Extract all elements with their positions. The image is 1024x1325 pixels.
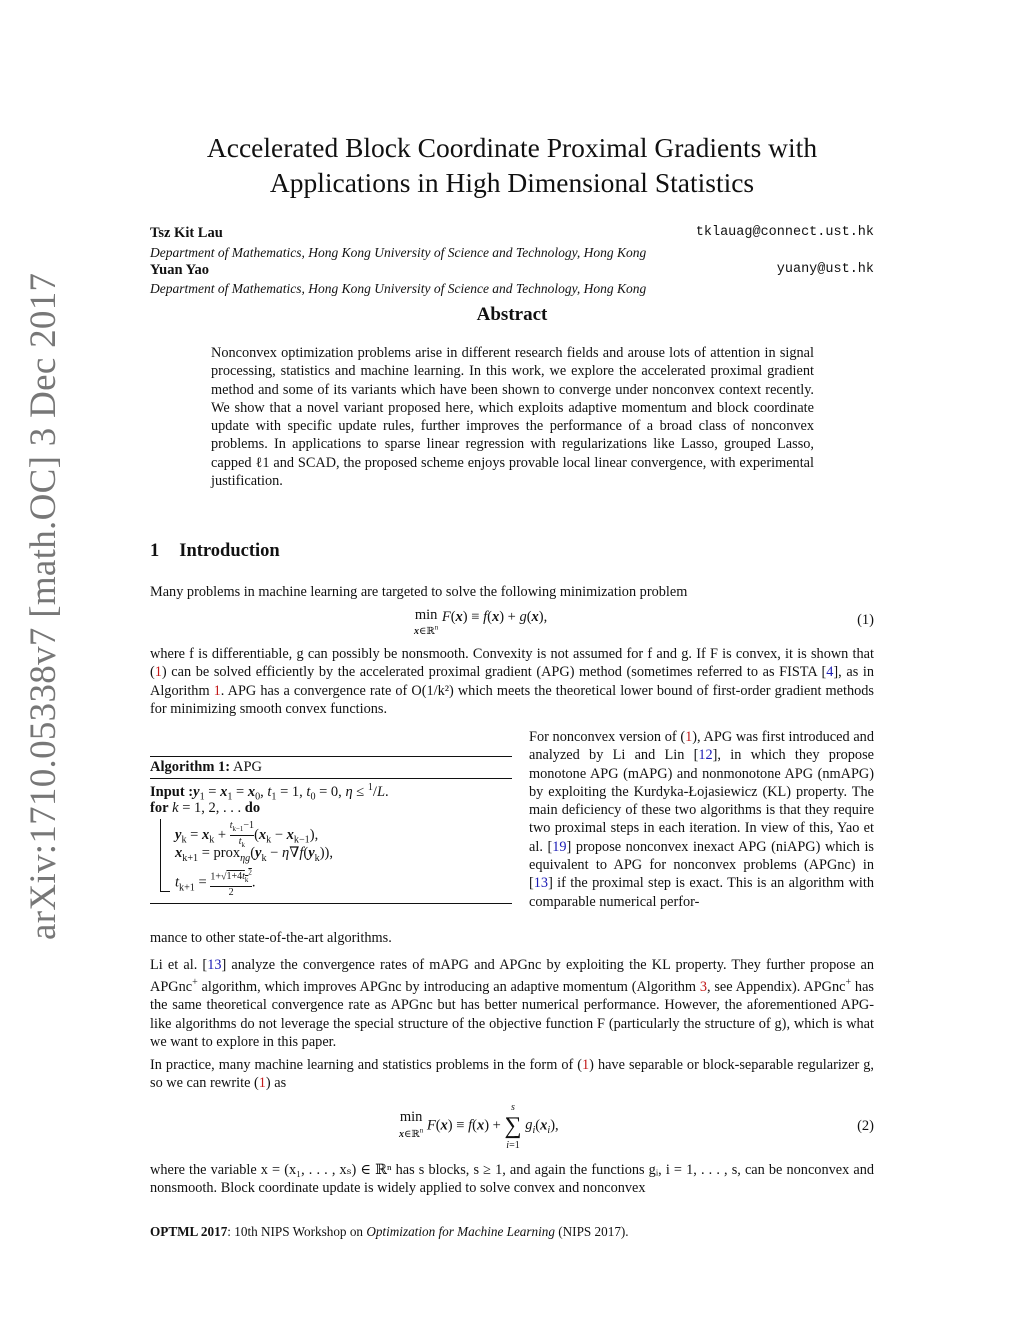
section-heading [150, 541, 280, 562]
paragraph-5: where the variable x = (x₁, . . . , xₛ) ∈ ℝⁿ has s blocks, s ≥ 1, and again the functions gᵢ, i = 1, . . . , s, can be nonconvex and nonsmooth. Block coordinate update is widely applied to solve convex and nonconvex [150, 1162, 874, 1197]
footer-italic: Optimization for Machine Learning [366, 1224, 555, 1239]
p4-text-2: ) have separable or block-separable regularizer g, so we can rewrite ( [150, 1057, 874, 1092]
p4-eq1-link-a[interactable]: 1 [582, 1057, 590, 1073]
author-1 [150, 225, 874, 242]
paper-title [150, 130, 874, 200]
algorithm-for-line: for k = 1, 2, . . . do [150, 800, 261, 816]
author-2-email[interactable]: yuany@ust.hk [776, 262, 874, 277]
equation-2-number: (2) [857, 1118, 874, 1134]
algorithm-for-keyword: for [150, 800, 169, 816]
algorithm-mid-rule [150, 778, 512, 779]
rc-text-0: For nonconvex version of ( [529, 729, 686, 745]
algorithm-step-t: $t_{k+1}$ = $1+√1+4t_k^2$ 2. [175, 869, 256, 899]
p2-text-a: where f is differentiable, g can possibly be nonsmooth. Convexity is not assumed for f and g. If F is convex, it is shown that ( [150, 646, 874, 681]
p3-sup-plus-1: + [192, 977, 198, 989]
section-title: Introduction [179, 541, 280, 561]
rc-text-6: ] propose nonconvex inexact APG (niAPG) which is equivalent to APG for nonconvex problems (APGnc) in [ [529, 838, 874, 892]
p4-text-4: ) as [265, 1075, 287, 1092]
algorithm-input-label: Input : [150, 783, 194, 800]
p2-text-e: ], as in Algorithm [150, 664, 874, 699]
p3-text-8: has the same theoretical convergence rate as APGnc but has better numerical performance. However, the aforementioned APG-like algorithms do not leverage the special structure of the objective function F (particularly the structure of g), which is what we want to explore in this paper. [150, 979, 874, 1050]
author-1-email[interactable]: tklauag@connect.ust.hk [695, 225, 874, 240]
p4-text-0: In practice, many machine learning and statistics problems in the form of ( [150, 1057, 583, 1073]
intro-paragraph-1: Many problems in machine learning are targeted to solve the following minimization problem [150, 584, 688, 600]
paragraph-2 [150, 645, 874, 718]
mance-line: mance to other state-of-the-art algorithms. [150, 930, 392, 946]
rc-text-8: ] if the proximal step is exact. This is an algorithm with comparable numerical perfor- [529, 875, 874, 910]
p3-text-6: , see Appendix). APGnc [706, 979, 846, 996]
equation-2: min x∈ℝ$^n$ F(x) ≡ f(x) + s ∑ i=1 $g_i(x_i)$, [399, 1102, 559, 1151]
algorithm-do-keyword: do [244, 800, 261, 816]
rc-text-2: ), APG was first introduced and analyzed by Li and Lin [ [529, 729, 874, 764]
section-number: 1 [150, 541, 160, 561]
algorithm-input-line: Input $:y_1 = x_1 = x_0$, $t_1 = 1$, $t_0 = 0$, η ≤ $^1$/L. [150, 782, 389, 803]
p4-eq1-link-b[interactable]: 1 [258, 1075, 266, 1092]
algorithm-1-link[interactable]: 1 [213, 682, 221, 699]
abstract-heading: Abstract [476, 304, 548, 325]
author-1-affiliation: Department of Mathematics, Hong Kong University of Science and Technology, Hong Kong [150, 245, 647, 260]
p3-sup-plus-2: + [845, 977, 852, 989]
author-1-name: Tsz Kit Lau [150, 225, 223, 241]
author-2-affiliation: Department of Mathematics, Hong Kong University of Science and Technology, Hong Kong [150, 281, 647, 296]
algorithm-bottom-rule [150, 903, 512, 904]
rc-text-4: ], in which they propose monotone APG (mAPG) and nonmonotone APG (nmAPG) by exploiting the Kurdyka-Łojasiewicz (KL) property. The main deficiency of these two algorithms is that they require two proximal steps in each iteration. In view of this, Yao et al. [ [529, 747, 874, 855]
title-line-1: Accelerated Block Coordinate Proximal Gradients with [206, 132, 818, 163]
footer-note [150, 1224, 629, 1240]
footer-text-b: (NIPS 2017). [554, 1224, 629, 1239]
algorithm-3-link[interactable]: 3 [699, 979, 707, 996]
author-2 [150, 262, 874, 279]
algorithm-label: Algorithm 1: [150, 759, 231, 775]
paragraph-4 [150, 1056, 874, 1093]
p2-text-c: ) can be solved efficiently by the accelerated proximal gradient (APG) method (sometimes referred to as FISTA [ [161, 664, 827, 681]
footer-venue: OPTML 2017 [150, 1224, 228, 1239]
p3-cite-13-link[interactable]: 13 [207, 957, 222, 973]
algorithm-top-rule [150, 756, 512, 757]
p3-text-4: algorithm, which improves APGnc by introducing an adaptive momentum (Algorithm [197, 979, 700, 996]
algorithm-caption [150, 759, 512, 776]
abstract-text: Nonconvex optimization problems arise in different research fields and arouse lots of attention in signal processing, statistics and machine learning. In this work, we explore the accelerated proximal gradient method and some of its variants which have been shown to converge under nonconvex context recently. We show that a novel variant proposed here, which exploits adaptive momentum and block coordinate update with specific update rules, further improves the performance of a broad class of nonconvex problems. In applications to sparse linear regression with regularizations like Lasso, grouped Lasso, capped ℓ1 and SCAD, the proposed scheme enjoys provable local linear convergence, with experimental justification. [211, 345, 814, 490]
author-2-name: Yuan Yao [150, 262, 209, 278]
cite-13-link[interactable]: 13 [533, 875, 549, 892]
paragraph-3 [150, 956, 874, 1051]
cite-4-link[interactable]: 4 [826, 664, 834, 681]
algorithm-step-y: $y_k = x_k$ + $t_{k-1}-1$ $t_k(x_k - x_{k-1})$, [175, 820, 319, 849]
equation-1: min x∈ℝ$^n$ F(x) ≡ f(x) + g(x), [414, 607, 548, 638]
p2-text-g: . APG has a convergence rate of O(1/k²) which meets the theoretical lower bound of first-order gradient methods for minimizing smooth convex functions. [150, 682, 874, 717]
algorithm-name: APG [232, 759, 262, 775]
title-line-2: Applications in High Dimensional Statistics [269, 167, 755, 198]
cite-19-link[interactable]: 19 [552, 838, 567, 855]
eq1-link[interactable]: 1 [154, 664, 162, 681]
footer-text-a: : 10th NIPS Workshop on [227, 1224, 367, 1239]
algorithm-loop-bar [160, 819, 161, 891]
algorithm-step-x: $x_{k+1}$ = $prox_{\eta g}(y_k - \eta\nabla f(y_k))$, [175, 845, 333, 864]
arxiv-side-label: arXiv:1710.05338v7 [math.OC] 3 Dec 2017 [23, 272, 64, 940]
cite-12-link[interactable]: 12 [698, 747, 713, 764]
equation-1-number: (1) [857, 612, 874, 628]
rc-eq1-link[interactable]: 1 [685, 729, 693, 745]
p3-text-0: Li et al. [ [150, 957, 208, 973]
p3-text-2: ] analyze the convergence rates of mAPG and APGnc by exploiting the KL property. They further propose an APGnc [150, 957, 874, 996]
right-column-paragraph [529, 728, 874, 911]
algorithm-loop-foot [160, 891, 170, 892]
